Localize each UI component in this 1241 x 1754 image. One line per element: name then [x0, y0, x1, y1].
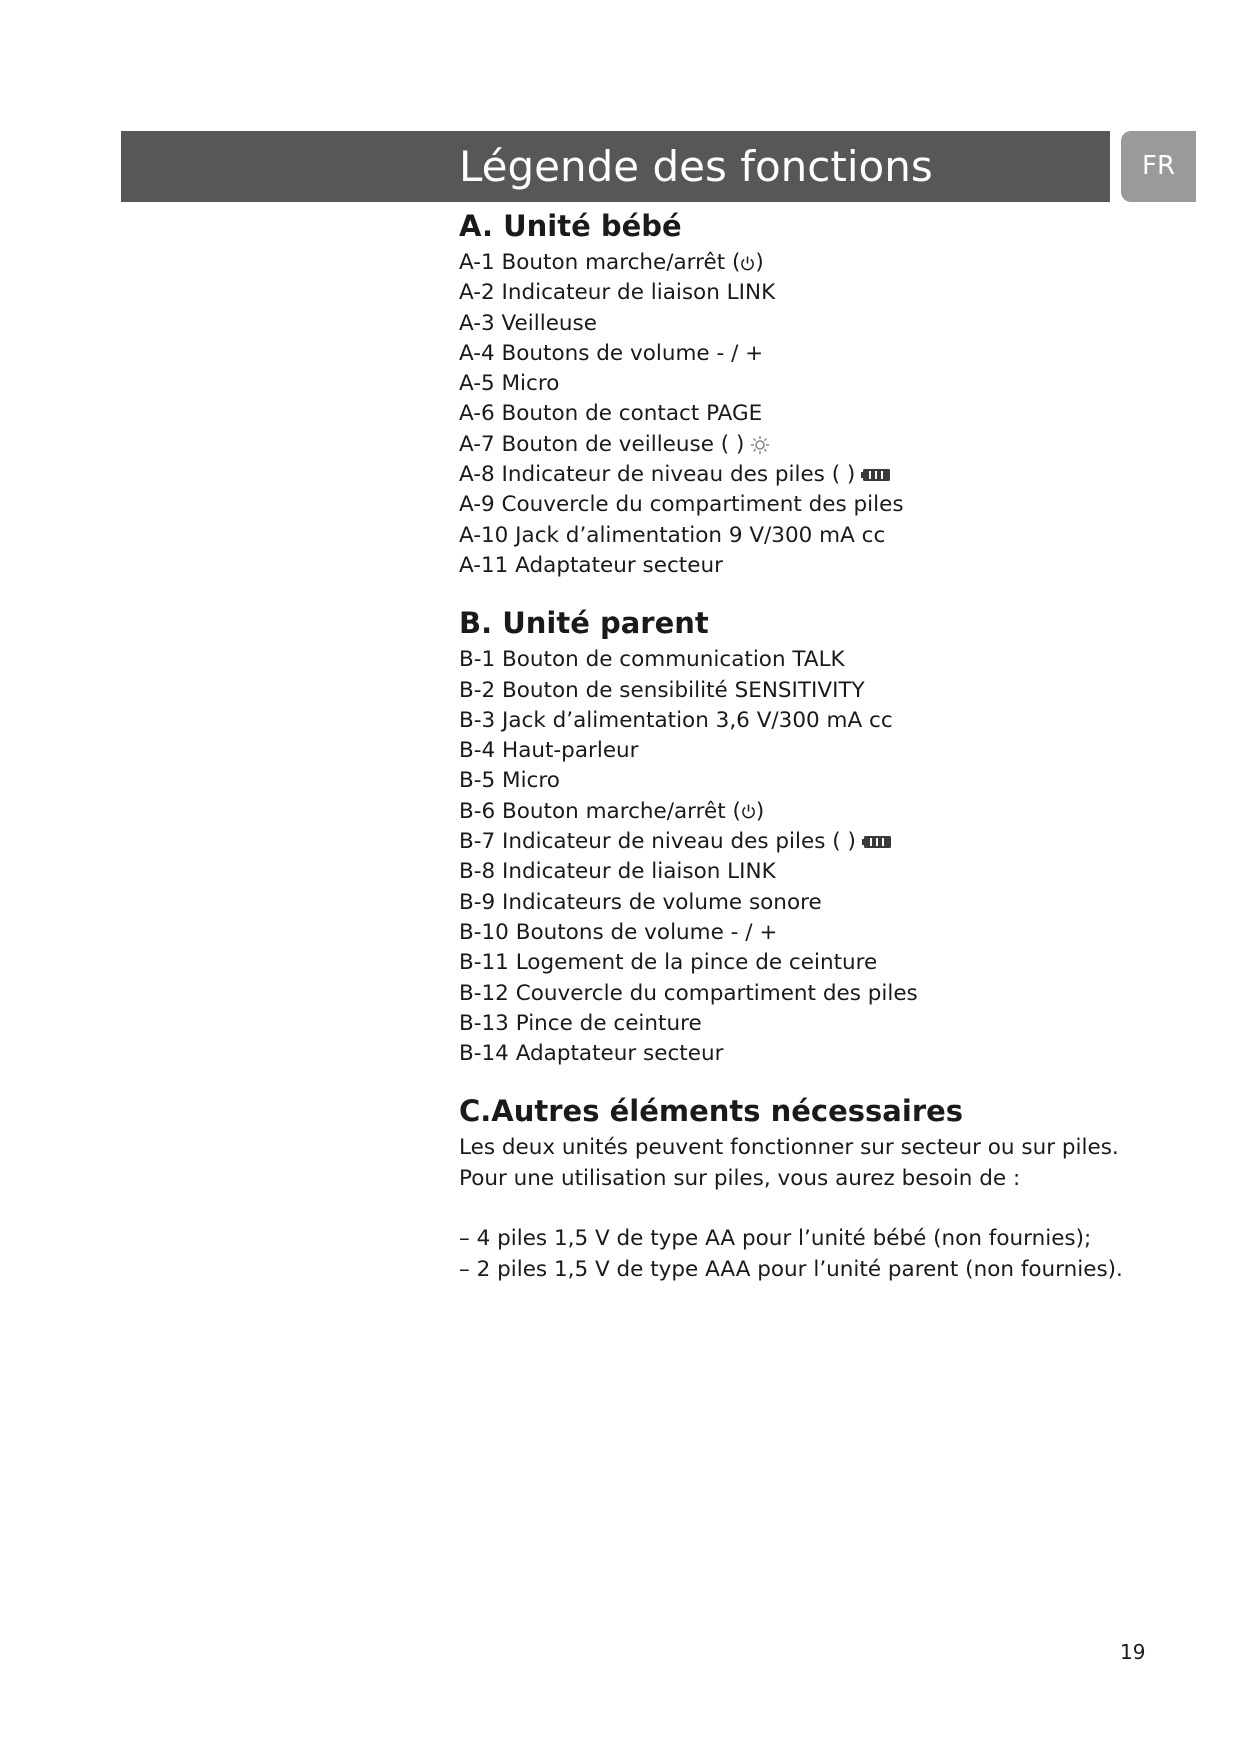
list-item: A-3 Veilleuse	[459, 310, 597, 336]
sun-icon	[750, 435, 770, 455]
battery-icon	[862, 835, 892, 849]
list-item: B-12 Couvercle du compartiment des piles	[459, 980, 918, 1006]
list-item: B-9 Indicateurs de volume sonore	[459, 889, 822, 915]
list-item: B-3 Jack d’alimentation 3,6 V/300 mA cc	[459, 707, 893, 733]
list-item: B-13 Pince de ceinture	[459, 1010, 702, 1036]
section-a-list	[459, 248, 1149, 581]
battery-icon	[861, 468, 891, 482]
battery-requirement: – 2 piles 1,5 V de type AAA pour l’unité parent (non fournies).	[459, 1256, 1123, 1282]
list-item: A-2 Indicateur de liaison LINK	[459, 280, 776, 306]
page-number: 19	[1120, 1640, 1146, 1664]
list-item: B-8 Indicateur de liaison LINK	[459, 859, 776, 885]
list-item: A-5 Micro	[459, 371, 560, 397]
content	[459, 204, 1149, 1285]
list-item: B-5 Micro	[459, 768, 560, 794]
list-item: A-4 Boutons de volume - / +	[459, 340, 764, 366]
list-item: A-11 Adaptateur secteur	[459, 552, 723, 578]
language-tab: FR	[1121, 131, 1196, 202]
list-item: A-8 Indicateur de niveau des piles ( )	[459, 460, 1149, 490]
list-item: B-7 Indicateur de niveau des piles ( )	[459, 827, 1149, 857]
section-b-list	[459, 645, 1149, 1069]
list-item: B-4 Haut-parleur	[459, 738, 639, 764]
section-c-paragraph: Les deux unités peuvent fonctionner sur secteur ou sur piles.	[459, 1135, 1119, 1161]
list-item: B-6 Bouton marche/arrêt ( )	[459, 798, 765, 824]
section-a-heading: A. Unité bébé	[459, 209, 682, 243]
list-item: B-1 Bouton de communication TALK	[459, 647, 845, 673]
list-item: A-10 Jack d’alimentation 9 V/300 mA cc	[459, 522, 886, 548]
section-c-paragraph: Pour une utilisation sur piles, vous aurez besoin de :	[459, 1165, 1021, 1191]
power-icon	[740, 255, 755, 272]
section-c-heading: C.Autres éléments nécessaires	[459, 1094, 964, 1129]
list-item: A-1 Bouton marche/arrêt ( )	[459, 250, 764, 275]
list-item: B-14 Adaptateur secteur	[459, 1041, 724, 1067]
list-item: B-10 Boutons de volume - / +	[459, 919, 778, 945]
section-b-heading: B. Unité parent	[459, 606, 709, 641]
list-item: A-7 Bouton de veilleuse ( )	[459, 430, 1149, 460]
list-item: A-6 Bouton de contact PAGE	[459, 401, 763, 427]
power-icon	[741, 803, 756, 820]
list-item: B-2 Bouton de sensibilité SENSITIVITY	[459, 677, 865, 703]
list-item: A-9 Couvercle du compartiment des piles	[459, 492, 904, 518]
battery-requirement: – 4 piles 1,5 V de type AA pour l’unité bébé (non fournies);	[459, 1226, 1092, 1252]
list-item: B-11 Logement de la pince de ceinture	[459, 950, 878, 976]
page-title: Légende des fonctions	[459, 142, 933, 191]
